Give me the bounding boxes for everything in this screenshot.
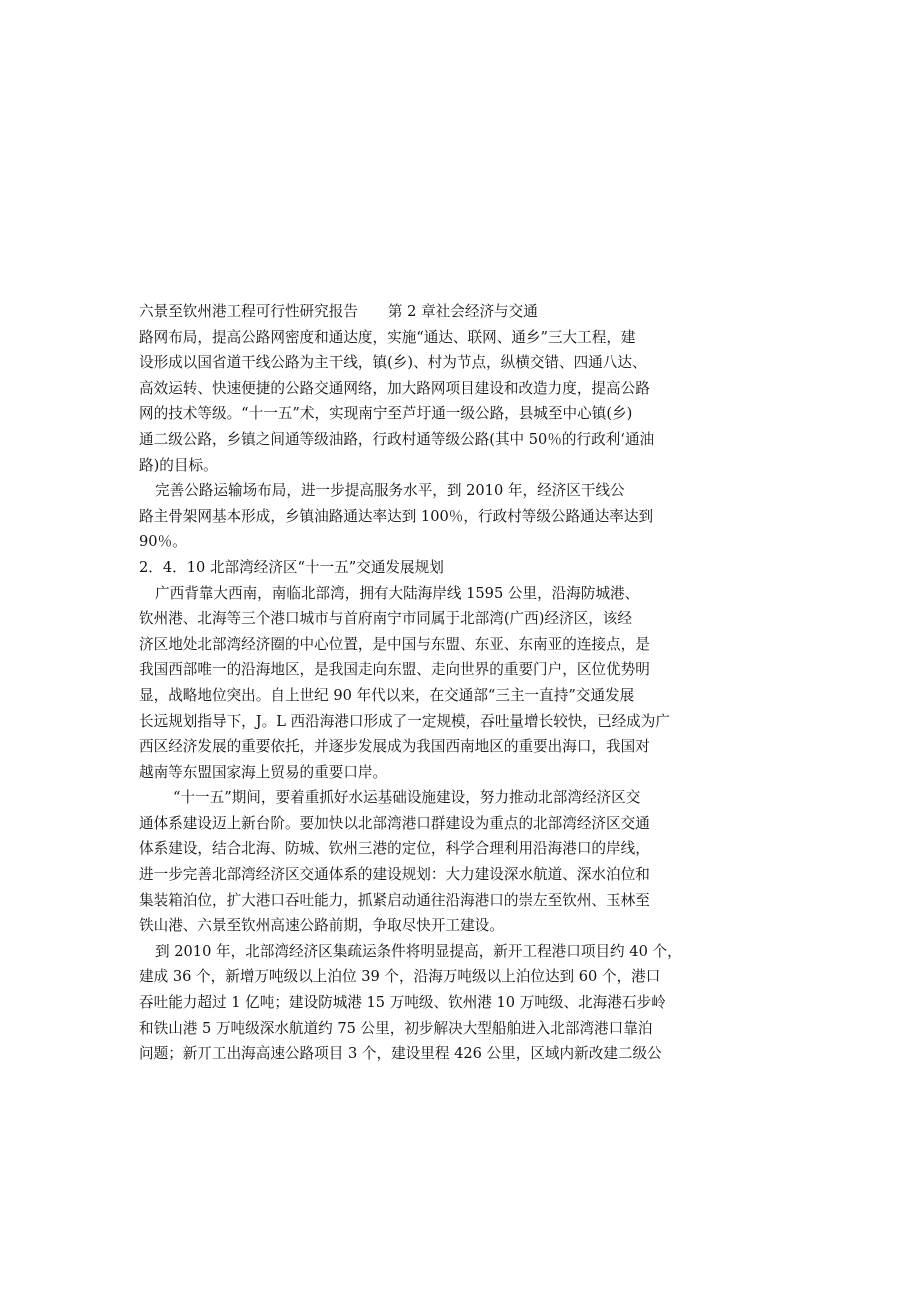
paragraph-line: 集装箱泊位，扩大港口吞吐能力，抓紧启动通往沿海港口的崇左至钦州、玉林至 (139, 891, 650, 909)
paragraph-line: 广西背靠大西南，南临北部湾，拥有大陆海岸线 1595 公里，沿海防城港、 (155, 584, 640, 602)
paragraph-line: 建成 36 个，新增万吨级以上泊位 39 个，沿海万吨级以上泊位达到 60 个，港口 (139, 968, 661, 986)
paragraph-line: “十一五”期间，要着重抓好水运基础设施建设，努力推动北部湾经济区交 (173, 789, 641, 807)
paragraph-line: 体系建设，结合北海、防城、钦州三港的定位，科学合理利用沿海港口的岸线， (139, 840, 650, 858)
paragraph-line: 进一步完善北部湾经济区交通体系的建设规划：大力建设深水航道、深水泊位和 (139, 866, 650, 884)
paragraph-line: 路主骨架网基本形成，乡镇油路通达率达到 100％，行政村等级公路通达率达到 (139, 507, 654, 525)
paragraph-line: 设形成以国省道干线公路为主干线，镇(乡)、村为节点，纵横交错、四通八达、 (139, 354, 647, 372)
document-body (139, 299, 719, 1067)
paragraph-line: 长远规划指导下，J。L 西沿海港口形成了一定规模，吞吐量增长较快，已经成为广 (139, 712, 670, 730)
section-heading: 2．4．10 北部湾经济区“十一五”交通发展规划 (139, 558, 444, 576)
paragraph-line: 路)的目标。 (139, 456, 218, 474)
paragraph-line: 到 2010 年，北部湾经济区集疏运条件将明显提高，新开工程港口项目约 40 个， (155, 942, 682, 960)
paragraph-line: 显，战略地位突出。自上世纪 90 年代以来，在交通部“三主一直持”交通发展 (139, 686, 635, 704)
paragraph-line: 济区地处北部湾经济圈的中心位置，是中国与东盟、东亚、东南亚的连接点，是 (139, 635, 650, 653)
paragraph-line: 钦州港、北海等三个港口城市与首府南宁市同属于北部湾(广西)经济区，该经 (139, 610, 632, 628)
paragraph-line: 网的技术等级。“十一五”术，实现南宁至芦圩通一级公路，县城至中心镇(乡) (139, 405, 633, 423)
paragraph-line: 通体系建设迈上新台阶。要加快以北部湾港口群建设为重点的北部湾经济区交通 (139, 814, 650, 832)
paragraph-line: 完善公路运输场布局，进一步提高服务水平，到 2010 年，经济区干线公 (155, 482, 625, 500)
paragraph-line: 路网布局，提高公路网密度和通达度，实施“通达、联网、通乡”三大工程，建 (139, 328, 636, 346)
paragraph-line: 铁山港、六景至钦州高速公路前期，争取尽快开工建设。 (139, 917, 504, 935)
running-header (139, 299, 719, 325)
paragraph-line: 90％。 (139, 533, 187, 551)
chapter-title: 第 2 章社会经济与交通 (387, 303, 538, 320)
paragraph-line: 问题；新丌工出海高速公路项目 3 个，建设里程 426 公里，区域内新改建二级公 (139, 1045, 662, 1063)
paragraph-line: 西区经济发展的重要依托，并逐步发展成为我国西南地区的重要出海口，我国对 (139, 738, 650, 756)
report-title: 六景至钦州港工程可行性研究报告 (139, 303, 358, 320)
paragraph-line: 和铁山港 5 万吨级深水航道约 75 公里，初步解决大型船舶进入北部湾港口靠泊 (139, 1019, 653, 1037)
paragraph-line: 通二级公路，乡镇之间通等级油路，行政村通等级公路(其中 50％的行政利‘通油 (139, 430, 655, 448)
paragraph-line: 高效运转、快速便捷的公路交通网络，加大路网项目建设和改造力度，提高公路 (139, 379, 650, 397)
paragraph-line: 吞吐能力超过 1 亿吨；建设防城港 15 万吨级、钦州港 10 万吨级、北海港石步岭 (139, 994, 666, 1012)
paragraph-line: 越南等东盟国家海上贸易的重要口岸。 (139, 763, 388, 781)
paragraph-line: 我国西部唯一的沿海地区，是我国走向东盟、走向世界的重要门户，区位优势明 (139, 661, 650, 679)
